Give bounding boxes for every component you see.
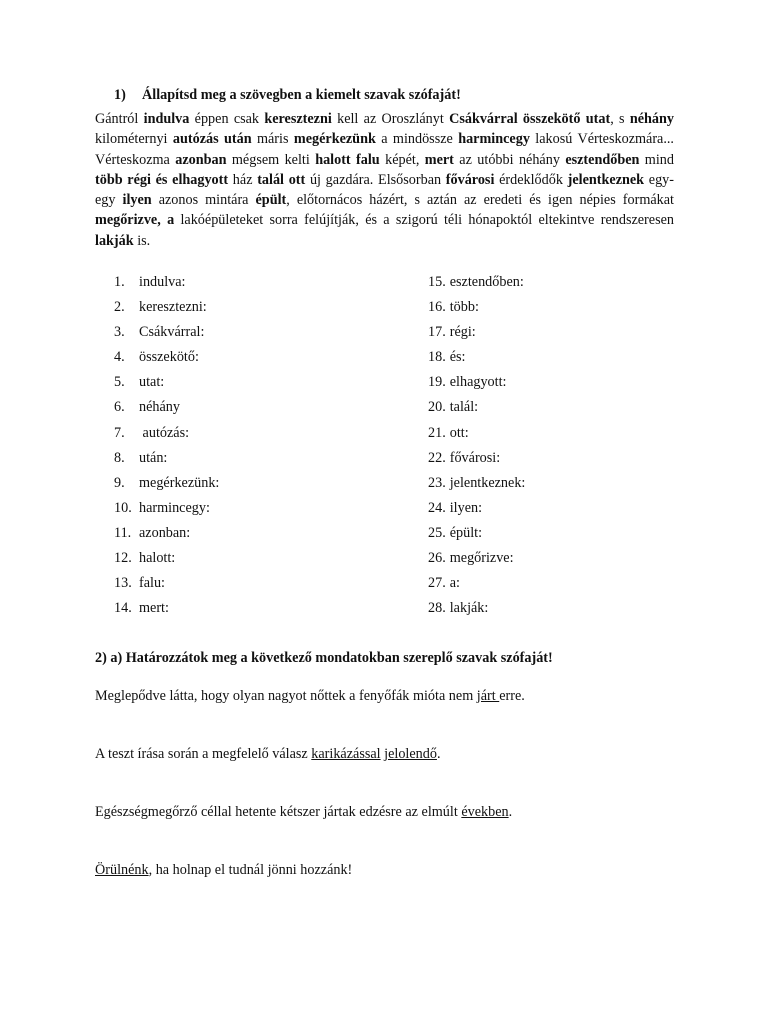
paragraph-text: egy-egy bbox=[95, 171, 674, 209]
highlighted-word: harmincegy bbox=[458, 131, 530, 148]
list-item-number: 27. bbox=[428, 575, 446, 592]
highlighted-word: esztendőben bbox=[565, 151, 640, 168]
highlighted-word: mert bbox=[424, 151, 454, 168]
list-item bbox=[114, 473, 374, 498]
highlighted-word: Csákvárral összekötő utat bbox=[449, 111, 611, 127]
paragraph-text: kilométernyi bbox=[95, 131, 173, 148]
paragraph-text: máris bbox=[251, 131, 294, 148]
list-item-label: keresztezni: bbox=[139, 299, 207, 316]
list-item bbox=[428, 598, 688, 623]
list-item-label: ilyen: bbox=[449, 499, 483, 516]
paragraph-text: a mindössze bbox=[375, 131, 459, 148]
list-item-label: több: bbox=[449, 299, 479, 316]
list-item-number: 28. bbox=[428, 600, 446, 617]
list-item bbox=[114, 548, 374, 573]
exercise2-sentence-2 bbox=[95, 746, 441, 763]
exercise2-sentence-4 bbox=[95, 862, 352, 879]
highlighted-word: azonban bbox=[175, 151, 227, 168]
list-item-number: 3. bbox=[114, 324, 125, 341]
list-item bbox=[428, 523, 688, 548]
highlighted-word: több régi és elhagyott bbox=[95, 171, 229, 188]
highlighted-word: megőrizve, a bbox=[95, 212, 175, 229]
sentence-text: Egészségmegőrző céllal hetente kétszer jártak edzésre az elmúlt bbox=[95, 804, 462, 820]
highlighted-word: épült bbox=[255, 192, 287, 209]
list-item-label: halott: bbox=[139, 550, 176, 567]
list-item-label: után: bbox=[139, 449, 168, 466]
list-item-label: falu: bbox=[139, 575, 165, 592]
list-item-number: 24. bbox=[428, 499, 446, 516]
paragraph-text: mind bbox=[639, 151, 674, 168]
paragraph-text: éppen csak bbox=[189, 111, 265, 127]
list-item-number: 6. bbox=[114, 399, 125, 416]
list-item-label: régi: bbox=[449, 324, 476, 341]
list-item bbox=[114, 372, 374, 397]
list-item-number: 10. bbox=[114, 499, 132, 516]
word-list-left bbox=[114, 272, 374, 623]
paragraph-text: , s bbox=[610, 111, 630, 127]
list-item bbox=[114, 523, 374, 548]
list-item bbox=[114, 347, 374, 372]
list-item-label: néhány bbox=[139, 399, 180, 416]
highlighted-word: indulva bbox=[143, 111, 190, 127]
list-item bbox=[114, 498, 374, 523]
list-item-label: és: bbox=[449, 349, 466, 366]
paragraph-text: azonos mintára bbox=[151, 192, 256, 209]
list-item-number: 23. bbox=[428, 474, 446, 491]
underlined-word: járt bbox=[476, 688, 500, 704]
paragraph-text: is. bbox=[133, 232, 151, 249]
list-item-label: indulva: bbox=[139, 274, 186, 290]
sentence-text: , ha holnap el tudnál jönni hozzánk! bbox=[148, 862, 353, 878]
list-item-number: 9. bbox=[114, 474, 125, 491]
list-item-number: 15. bbox=[428, 274, 446, 290]
list-item-number: 5. bbox=[114, 374, 125, 391]
list-item-label: autózás: bbox=[139, 424, 190, 441]
list-item-label: lakják: bbox=[449, 600, 489, 617]
underlined-word: években bbox=[461, 804, 509, 820]
highlighted-word: talál ott bbox=[257, 171, 306, 188]
list-item-label: épült: bbox=[449, 524, 483, 541]
list-item-number: 22. bbox=[428, 449, 446, 466]
list-item bbox=[114, 573, 374, 598]
list-item-number: 25. bbox=[428, 524, 446, 541]
underlined-word: Örülnénk bbox=[95, 862, 149, 878]
list-item-number: 14. bbox=[114, 600, 132, 617]
exercise2-sentence-1 bbox=[95, 688, 525, 705]
list-item bbox=[428, 272, 688, 297]
list-item-number: 20. bbox=[428, 399, 446, 416]
list-item bbox=[114, 297, 374, 322]
highlighted-word: néhány bbox=[629, 111, 674, 127]
list-item bbox=[428, 548, 688, 573]
list-item bbox=[428, 498, 688, 523]
exercise2-sentence-3 bbox=[95, 804, 512, 821]
list-item bbox=[428, 397, 688, 422]
exercise2-heading: 2) a) Határozzátok meg a következő mondatokban szereplő szavak szófaját! bbox=[95, 650, 553, 666]
exercise1-title: Állapítsd meg a szövegben a kiemelt szavak szófaját! bbox=[142, 87, 461, 103]
list-item bbox=[428, 573, 688, 598]
paragraph-text: ház bbox=[228, 171, 258, 188]
list-item-number: 8. bbox=[114, 449, 125, 466]
list-item-number: 1. bbox=[114, 274, 125, 290]
exercise1-paragraph bbox=[95, 109, 674, 251]
list-item-number: 4. bbox=[114, 349, 125, 366]
list-item-number: 26. bbox=[428, 550, 446, 567]
list-item bbox=[114, 448, 374, 473]
list-item-label: utat: bbox=[139, 374, 165, 391]
word-list-right bbox=[428, 272, 688, 623]
list-item bbox=[114, 322, 374, 347]
paragraph-text: lakosú Vérteskozmára... Vérteskozma bbox=[95, 131, 674, 168]
list-item bbox=[114, 272, 374, 297]
highlighted-word: ilyen bbox=[122, 192, 152, 209]
paragraph-text: érdeklődők bbox=[494, 171, 568, 188]
sentence-text: Meglepődve látta, hogy olyan nagyot nőttek a fenyőfák mióta nem bbox=[95, 688, 477, 704]
list-item bbox=[428, 423, 688, 448]
list-item-label: mert: bbox=[139, 600, 169, 617]
list-item bbox=[114, 598, 374, 623]
sentence-text: A teszt írása során a megfelelő válasz bbox=[95, 746, 312, 762]
list-item-number: 21. bbox=[428, 424, 446, 441]
list-item-number: 18. bbox=[428, 349, 446, 366]
list-item bbox=[428, 347, 688, 372]
paragraph-text: Gántról bbox=[95, 111, 144, 127]
sentence-text: erre. bbox=[499, 688, 525, 704]
list-item-label: talál: bbox=[449, 399, 479, 416]
list-item-label: a: bbox=[449, 575, 460, 592]
list-item-number: 7. bbox=[114, 424, 125, 441]
list-item-label: fővárosi: bbox=[449, 449, 501, 466]
paragraph-text: , előtornácos házért, s aztán az eredeti és igen népies formákat bbox=[286, 192, 674, 209]
highlighted-word: halott falu bbox=[315, 151, 380, 168]
list-item-label: ott: bbox=[449, 424, 469, 441]
underlined-word: jelolendő bbox=[384, 746, 437, 762]
list-item-label: jelentkeznek: bbox=[449, 474, 526, 491]
paragraph-text: lakóépületeket sorra felújítják, és a szigorú téli hónapoktól eltekintve rendszeresen bbox=[174, 212, 674, 229]
list-item-label: megőrizve: bbox=[449, 550, 514, 567]
highlighted-word: lakják bbox=[95, 232, 134, 249]
highlighted-word: fővárosi bbox=[445, 171, 495, 188]
paragraph-text: új gazdára. Elsősorban bbox=[305, 171, 446, 188]
list-item-label: harmincegy: bbox=[139, 499, 210, 516]
list-item-label: megérkezünk: bbox=[139, 474, 220, 491]
highlighted-word: keresztezni bbox=[264, 111, 332, 127]
list-item bbox=[114, 423, 374, 448]
exercise1-number: 1) bbox=[114, 87, 126, 103]
exercise1-heading bbox=[114, 87, 461, 104]
list-item-number: 19. bbox=[428, 374, 446, 391]
list-item bbox=[114, 397, 374, 422]
list-item-label: összekötő: bbox=[139, 349, 199, 366]
highlighted-word: megérkezünk bbox=[293, 131, 376, 148]
list-item-label: Csákvárral: bbox=[139, 324, 205, 341]
list-item-number: 16. bbox=[428, 299, 446, 316]
list-item-number: 11. bbox=[114, 524, 132, 541]
list-item bbox=[428, 473, 688, 498]
list-item-number: 2. bbox=[114, 299, 125, 316]
list-item-label: elhagyott: bbox=[449, 374, 507, 391]
list-item bbox=[428, 322, 688, 347]
list-item bbox=[428, 372, 688, 397]
paragraph-text: kell az Oroszlányt bbox=[331, 111, 450, 127]
list-item-number: 17. bbox=[428, 324, 446, 341]
list-item-number: 13. bbox=[114, 575, 132, 592]
paragraph-text: az utóbbi néhány bbox=[453, 151, 566, 168]
list-item bbox=[428, 448, 688, 473]
list-item bbox=[428, 297, 688, 322]
sentence-text: . bbox=[508, 804, 513, 820]
sentence-text: . bbox=[436, 746, 441, 762]
list-item-label: azonban: bbox=[139, 524, 191, 541]
highlighted-word: autózás után bbox=[172, 131, 252, 148]
highlighted-word: jelentkeznek bbox=[567, 171, 645, 188]
paragraph-text: képét, bbox=[379, 151, 425, 168]
paragraph-text: mégsem kelti bbox=[226, 151, 316, 168]
underlined-word: karikázással bbox=[311, 746, 381, 762]
list-item-label: esztendőben: bbox=[449, 274, 524, 290]
list-item-number: 12. bbox=[114, 550, 132, 567]
